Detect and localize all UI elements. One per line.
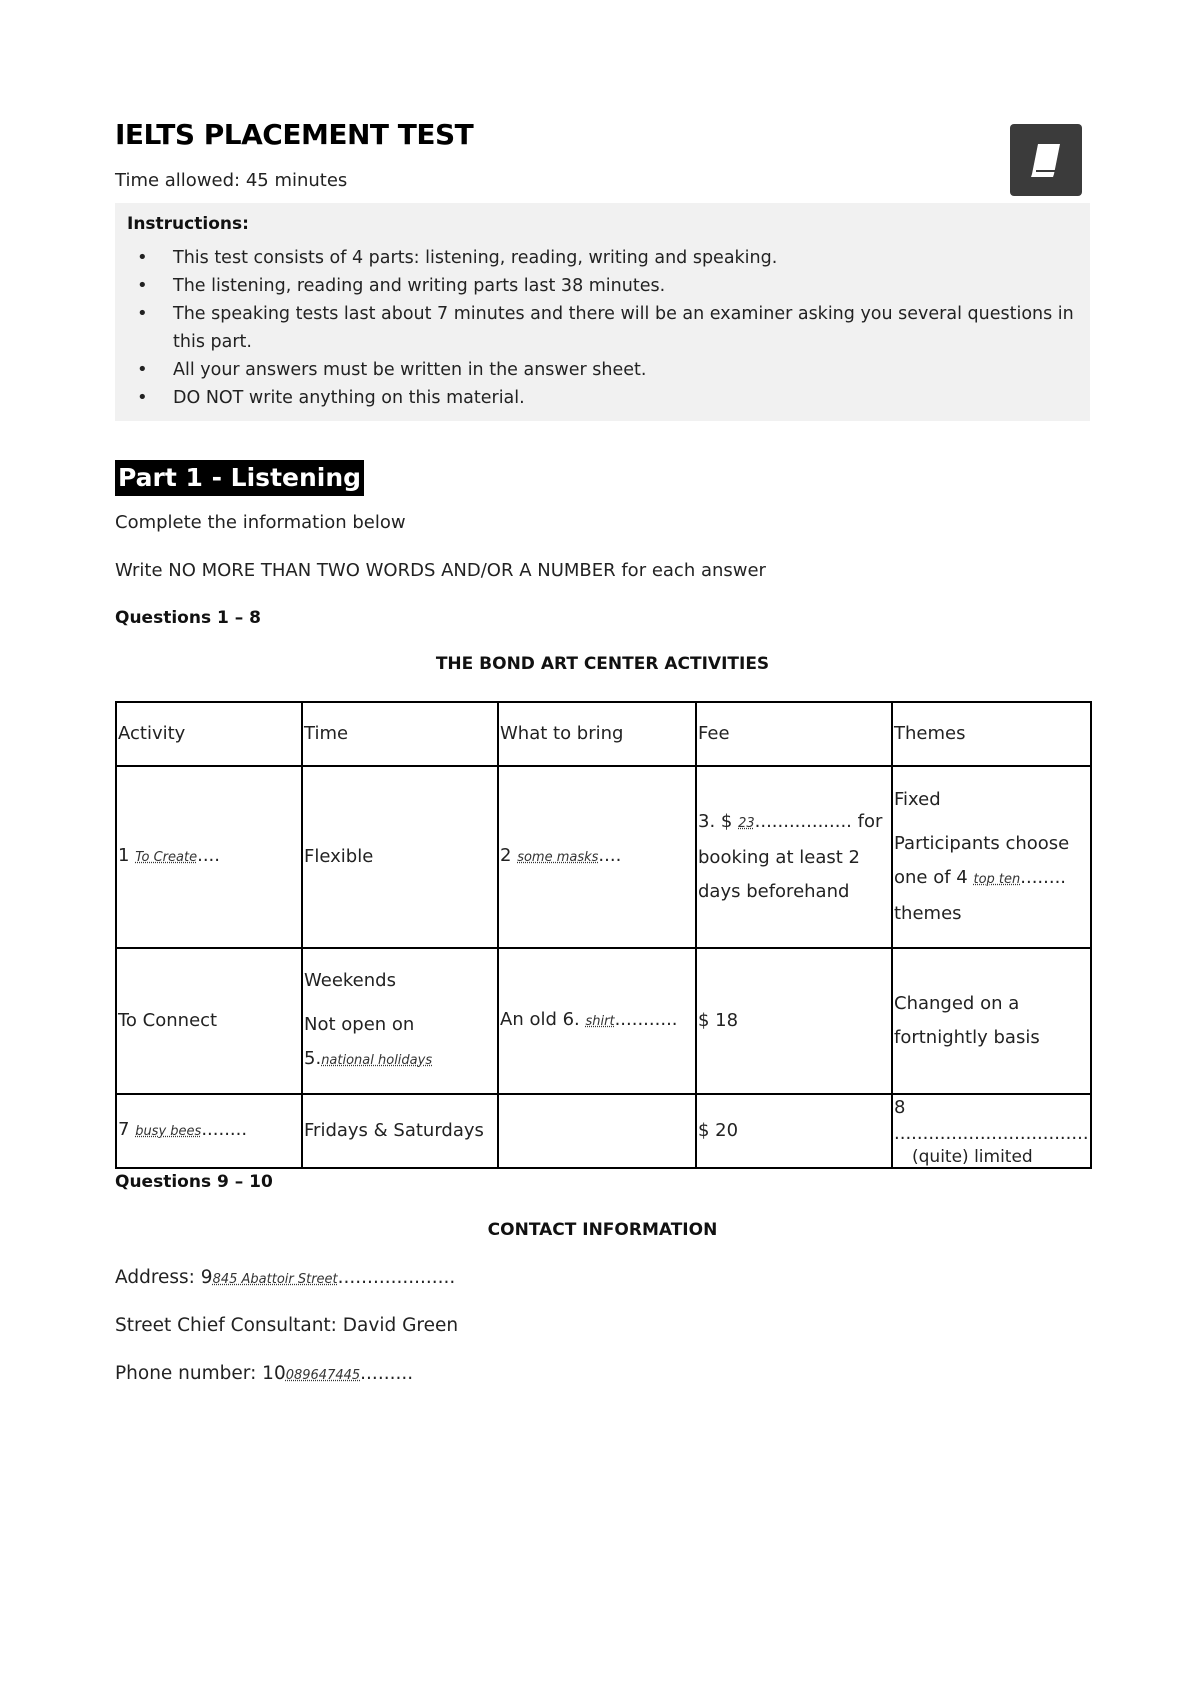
cell-bring-2: An old 6. shirt........... — [498, 948, 696, 1094]
answer-7: busy bees — [135, 1124, 202, 1139]
instructions-box — [115, 203, 1090, 421]
cell-time-2: Weekends Not open on 5.national holidays — [302, 948, 498, 1094]
table-row — [116, 948, 1091, 1094]
address-line: Address: 9845 Abattoir Street.................... — [115, 1267, 456, 1288]
answer-4: top ten — [973, 872, 1021, 887]
test-title: IELTS PLACEMENT TEST — [115, 118, 474, 151]
cell-fee-1: 3. $ 23................. for booking at least 2 days beforehand — [696, 766, 892, 948]
phone-line: Phone number: 10089647445......... — [115, 1363, 414, 1384]
header-activity: Activity — [116, 702, 302, 766]
answer-8-note: (quite) limited — [912, 1147, 1033, 1167]
table-header-row — [116, 702, 1091, 766]
instruction-item: • All your answers must be written in the answer sheet. — [173, 356, 1078, 384]
part1-heading: Part 1 - Listening — [115, 460, 364, 496]
instructions-title: Instructions: — [127, 214, 249, 234]
answer-9: 845 Abattoir Street — [212, 1272, 338, 1287]
questions-1-8-label: Questions 1 – 8 — [115, 608, 261, 628]
cell-bring-3 — [498, 1094, 696, 1168]
answer-10: 089647445 — [285, 1368, 361, 1383]
cell-activity-2: To Connect — [116, 948, 302, 1094]
instructions-list — [127, 244, 1078, 412]
activities-table — [115, 701, 1092, 1169]
answer-2: some masks — [517, 850, 599, 865]
questions-9-10-label: Questions 9 – 10 — [115, 1172, 273, 1192]
answer-1: To Create — [135, 850, 198, 865]
header-fee: Fee — [696, 702, 892, 766]
instruction-item: • DO NOT write anything on this material. — [173, 384, 1078, 412]
consultant-line: Street Chief Consultant: David Green — [115, 1315, 459, 1336]
header-time: Time — [302, 702, 498, 766]
answer-5: national holidays — [321, 1053, 433, 1068]
part1-instruction-2: Write NO MORE THAN TWO WORDS AND/OR A NUMBER for each answer — [115, 560, 766, 581]
cell-time-3: Fridays & Saturdays — [302, 1094, 498, 1168]
instruction-item: • This test consists of 4 parts: listening, reading, writing and speaking. — [173, 244, 1078, 272]
answer-8-blank: .................................. — [894, 1123, 1089, 1144]
table-row — [116, 766, 1091, 948]
instruction-item: • The listening, reading and writing parts last 38 minutes. — [173, 272, 1078, 300]
cell-fee-3: $ 20 — [696, 1094, 892, 1168]
cell-themes-3: 8 .................................. (quite) limited — [892, 1094, 1091, 1168]
part1-instruction-1: Complete the information below — [115, 512, 406, 533]
cell-activity-3: 7 busy bees........ — [116, 1094, 302, 1168]
table-row — [116, 1094, 1091, 1168]
cell-themes-1: Fixed Participants choose one of 4 top ten........ themes — [892, 766, 1091, 948]
book-icon — [1010, 124, 1082, 196]
header-themes: Themes — [892, 702, 1091, 766]
activities-table-title: THE BOND ART CENTER ACTIVITIES — [435, 654, 770, 674]
time-allowed: Time allowed: 45 minutes — [115, 170, 348, 191]
cell-bring-1: 2 some masks.... — [498, 766, 696, 948]
header-what-to-bring: What to bring — [498, 702, 696, 766]
contact-info-title: CONTACT INFORMATION — [487, 1220, 718, 1240]
cell-themes-2: Changed on a fortnightly basis — [892, 948, 1091, 1094]
cell-activity-1: 1 To Create.... — [116, 766, 302, 948]
answer-6: shirt — [585, 1014, 615, 1029]
answer-3: 23 — [738, 816, 755, 831]
instruction-item: • The speaking tests last about 7 minutes and there will be an examiner asking you several questions in this part. — [173, 300, 1078, 356]
cell-time-1: Flexible — [302, 766, 498, 948]
cell-fee-2: $ 18 — [696, 948, 892, 1094]
